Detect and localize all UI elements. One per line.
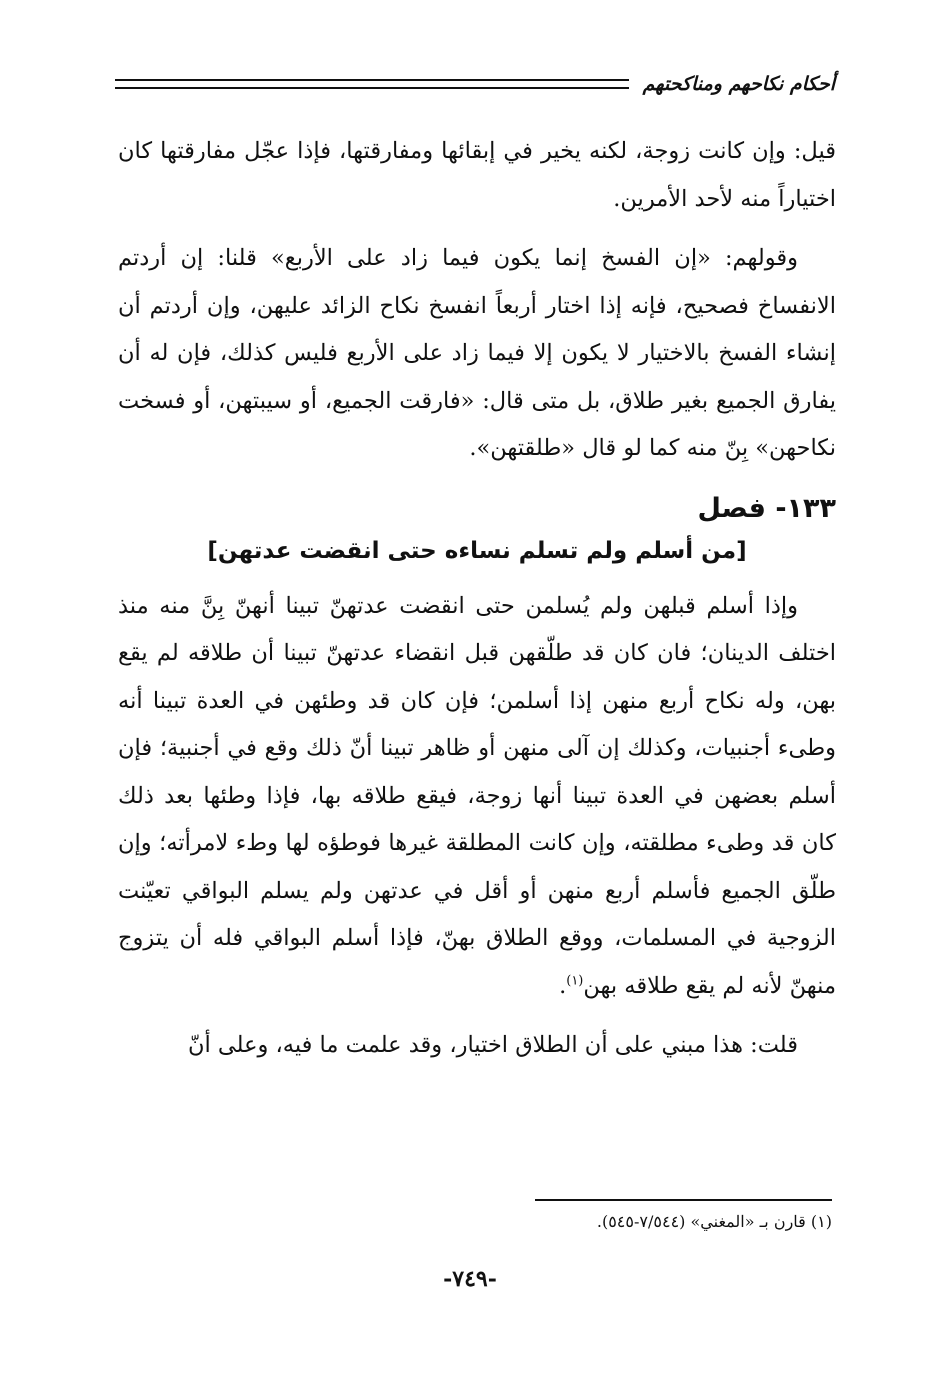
section-heading: ١٣٣- فصل (697, 492, 836, 524)
footnote-separator (535, 1199, 832, 1201)
paragraph-3-text: وإذا أسلم قبلهن ولم يُسلمن حتى انقضت عدتهنّ تبينا أنهنّ بِنَّ منه منذ اختلف الدينان؛ فان كان قد طلّقهن قبل انقضاء عدتهنّ تبينا أن طلاقه لم يقع بهن، وله نكاح أربع منهن إذا أسلمن؛ فإن كان قد وطئهن في العدة تبينا أنه وطىء أجنبيات، وكذلك إن آلى منهن أو ظاهر تبينا أنّ ذلك وقع في أجنبية؛ فإن أسلم بعضهن في العدة تبينا أنها زوجة، فيقع طلاقه بها، فإذا وطئها بعد ذلك كان قد وطىء مطلقته، وإن كانت المطلقة غيرها فوطؤه لها وطء لامرأته؛ وإن طلّق الجميع فأسلم أربع منهن أو أقل في عدتهن ولم يسلم البواقي تعيّنت الزوجية في المسلمات، ووقع الطلاق بهنّ، فإذا أسلم البواقي فله أن يتزوج منهنّ لأنه لم يقع طلاقه بهن (118, 592, 836, 999)
paragraph-1: قيل: وإن كانت زوجة، لكنه يخير في إبقائها ومفارقتها، فإذا عجّل مفارقتها كان اختياراً منه لأحد الأمرين. (118, 138, 836, 212)
footnote-marker: (١) (566, 973, 584, 988)
page-number: -٧٤٩- (443, 1266, 497, 1292)
section-subtitle: [من أسلم ولم تسلم نساءه حتى انقضت عدتهن] (207, 537, 747, 564)
paragraph-3-end: . (559, 972, 567, 999)
footnote-1: (١) قارن بـ «المغني» (٧/٥٤٤-٥٤٥). (596, 1212, 832, 1231)
running-title: أحكام نكاحهم ومناكحتهم (642, 73, 835, 95)
header-double-rule (115, 79, 629, 89)
main-text (118, 128, 836, 1070)
running-header (115, 64, 835, 104)
paragraph-3 (118, 583, 836, 1011)
paragraph-4: قلت: هذا مبني على أن الطلاق اختيار، وقد علمت ما فيه، وعلى أنّ (187, 1032, 798, 1058)
paragraph-2: وقولهم: «إن الفسخ إنما يكون فيما زاد على الأربع» قلنا: إن أردتم الانفساخ فصحيح، فإنه إذا اختار أربعاً انفسخ نكاح الزائد عليهن، وإن أردتم أن إنشاء الفسخ بالاختيار لا يكون إلا فيما زاد على الأربع فليس كذلك، فإن له أن يفارق الجميع بغير طلاق، بل متى قال: «فارقت الجميع، أو سيبتهن، أو فسخت نكاحهن» بِنّ منه كما لو قال «طلقتهن». (118, 245, 836, 461)
